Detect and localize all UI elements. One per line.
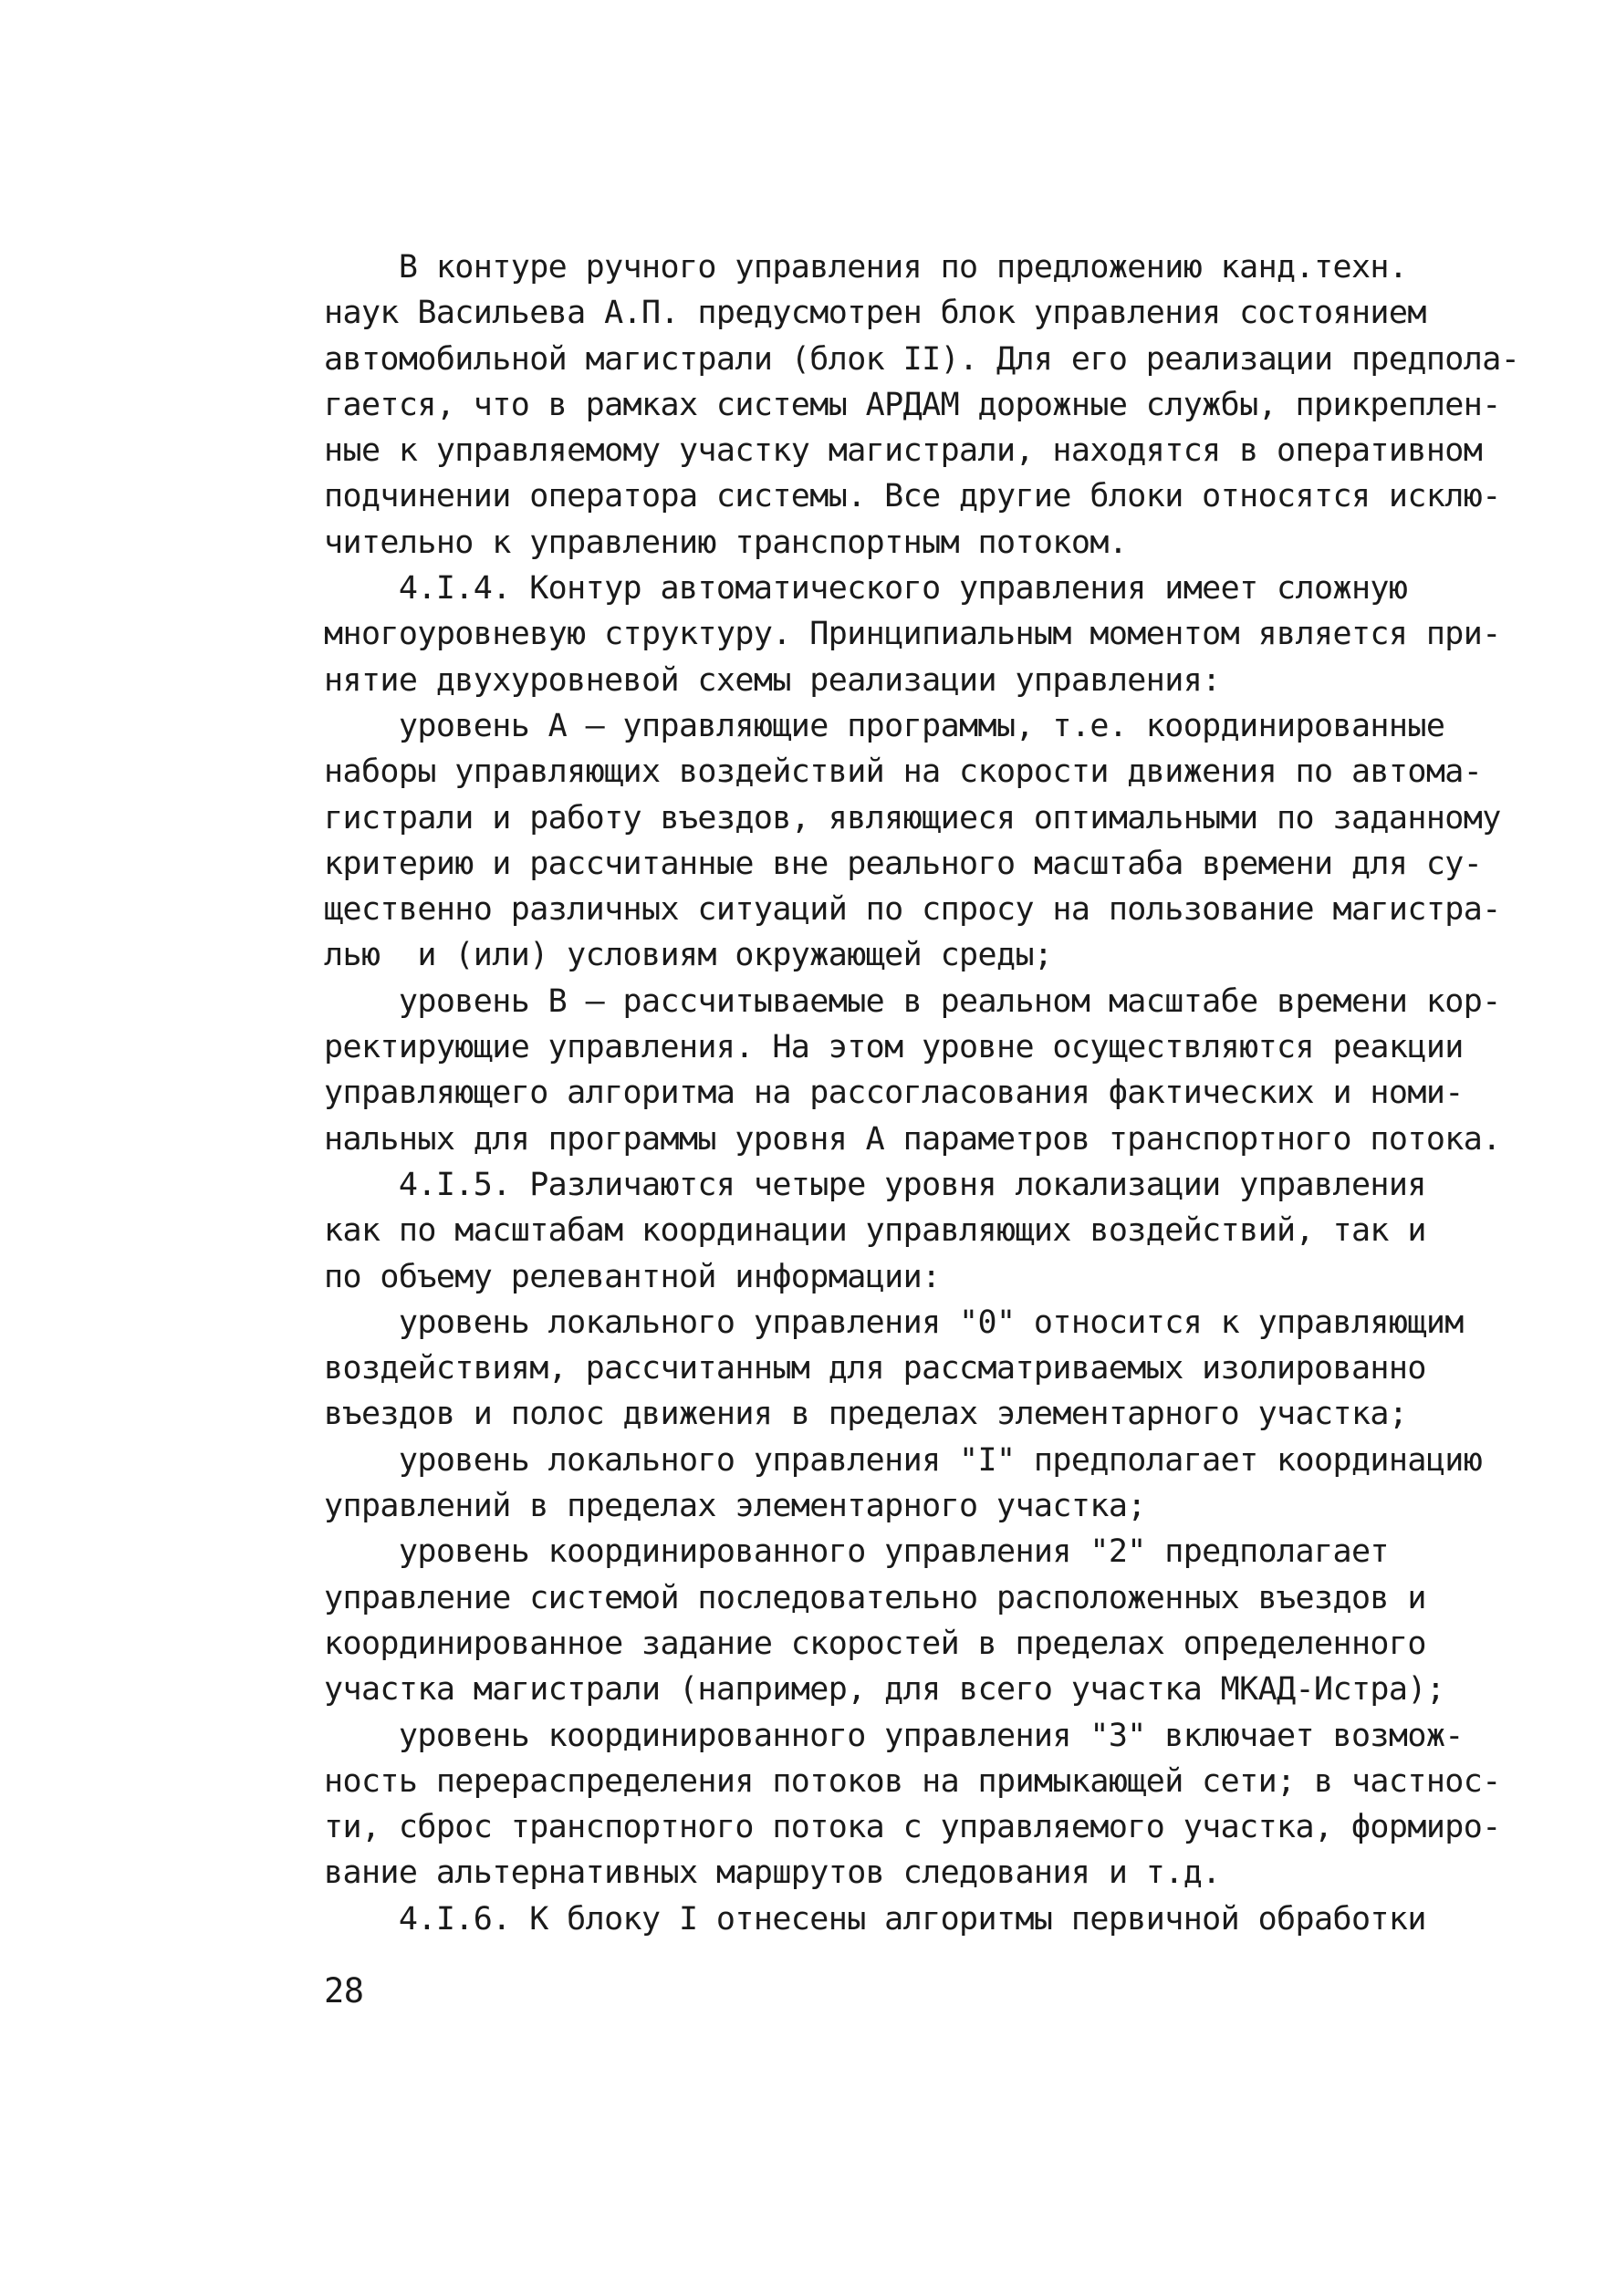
text-line: 4.I.6. К блоку I отнесены алгоритмы первичной обработки — [324, 1900, 1426, 1938]
text-line: уровень локального управления "0" относится к управляющим — [324, 1304, 1464, 1341]
text-line: чительно к управлению транспортным потоком. — [324, 524, 1128, 561]
text-line: критерию и рассчитанные вне реального масштаба времени для су- — [324, 845, 1483, 882]
text-line: уровень координированного управления "3" включает возмож- — [324, 1717, 1464, 1754]
text-line: уровень В – рассчитываемые в реальном масштабе времени кор- — [324, 982, 1501, 1020]
page-number: 28 — [324, 1971, 364, 2010]
text-line: подчинении оператора системы. Все другие блоки относятся исклю- — [324, 478, 1501, 515]
text-line: участка магистрали (например, для всего участка МКАД-Истра); — [324, 1671, 1445, 1709]
body-text — [324, 244, 1538, 1942]
text-line: гистрали и работу въездов, являющиеся оптимальными по заданному — [324, 799, 1501, 836]
text-line: управляющего алгоритма на рассогласования фактических и номи- — [324, 1075, 1464, 1112]
text-line: воздействиям, рассчитанным для рассматриваемых изолированно — [324, 1350, 1426, 1387]
text-line: лью и (или) условиям окружающей среды; — [324, 937, 1053, 974]
text-line: как по масштабам координации управляющих воздействий, так и — [324, 1212, 1426, 1250]
text-line: многоуровневую структуру. Принципиальным моментом является при- — [324, 616, 1501, 653]
text-line: вание альтернативных маршрутов следования и т.д. — [324, 1854, 1221, 1892]
text-line: ность перераспределения потоков на примыкающей сети; в частнос- — [324, 1762, 1501, 1800]
text-line: ные к управляемому участку магистрали, находятся в оперативном — [324, 432, 1483, 470]
text-line: уровень координированного управления "2" предполагает — [324, 1533, 1389, 1571]
text-line: уровень локального управления "I" предполагает координацию — [324, 1441, 1483, 1479]
text-line: координированное задание скоростей в пределах определенного — [324, 1625, 1426, 1662]
text-line: въездов и полос движения в пределах элементарного участка; — [324, 1396, 1408, 1433]
text-line: нятие двухуровневой схемы реализации управления: — [324, 661, 1221, 699]
text-line: управлений в пределах элементарного участка; — [324, 1488, 1146, 1525]
text-line: 4.I.4. Контур автоматического управления имеет сложную — [324, 570, 1408, 608]
text-line: гается, что в рамках системы АРДАМ дорожные службы, прикреплен- — [324, 386, 1501, 423]
text-line: нальных для программы уровня А параметров транспортного потока. — [324, 1120, 1501, 1158]
text-line: по объему релевантной информации: — [324, 1258, 941, 1295]
text-line: уровень А – управляющие программы, т.е. координированные — [324, 707, 1445, 744]
text-line: ректирующие управления. На этом уровне осуществляются реакции — [324, 1029, 1464, 1066]
text-line: автомобильной магистрали (блок II). Для его реализации предпола- — [324, 340, 1520, 378]
text-line: наборы управляющих воздействий на скорости движения по автома- — [324, 753, 1483, 791]
text-line: ти, сброс транспортного потока с управляемого участка, формиро- — [324, 1809, 1501, 1846]
text-line: управление системой последовательно расположенных въездов и — [324, 1579, 1426, 1616]
text-line: В контуре ручного управления по предложению канд.техн. — [324, 249, 1408, 286]
text-line: щественно различных ситуаций по спросу на пользование магистра- — [324, 891, 1501, 929]
text-line: наук Васильева А.П. предусмотрен блок управления состоянием — [324, 295, 1426, 332]
text-line: 4.I.5. Различаются четыре уровня локализации управления — [324, 1166, 1426, 1203]
